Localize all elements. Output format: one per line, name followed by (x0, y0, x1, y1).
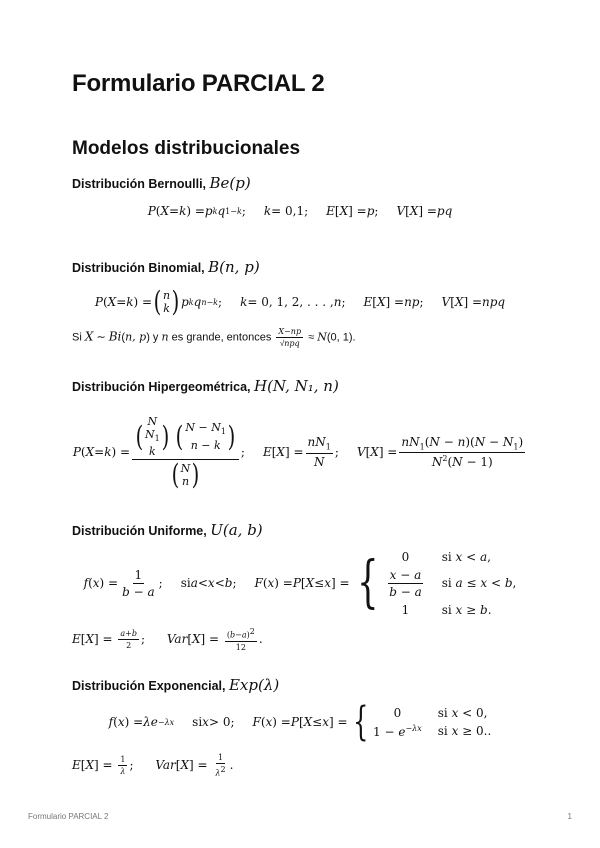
page-number: 1 (567, 812, 572, 821)
uniform-formula: f ( x ) = $\frac{1}{b - a}$ ; si a < x < b ; F ( x ) = P [ X ≤ x ] = { 0 si x < a, $\frac{x - a}{b - a}$ si a ≤ x < b, 1 si x ≥ b. (83, 549, 517, 617)
bernoulli-formula: P ( X = k ) = p k q 1−k ; k = 0,1; E [ X ] = p ; V [ X ] = pq (147, 204, 453, 218)
note-text: es grande, entonces (171, 331, 272, 344)
uniform-moments: E[X] = $\frac{a+b}{2}$ ; Var[X] = $\frac{(b-a)^2}{12}$ . (72, 627, 263, 652)
exponential-heading (72, 676, 279, 694)
exponential-moments: E[X] = $\frac{1}{\lambda}$ ; Var[X] = $\frac{1}{\lambda^2}$ . (72, 753, 234, 778)
section-title: Modelos distribucionales (72, 138, 301, 159)
footer-title: Formulario PARCIAL 2 (28, 812, 109, 821)
binomial-formula: P ( X = k ) = ( n k ) p k q n−k ; k = 0, 1, 2, . . . , n ; E [ X ] = np ; V [ X ] = npq (94, 285, 506, 318)
binomial-heading (72, 258, 260, 276)
bernoulli-notation: Be(p) (209, 174, 251, 192)
binomial-approximation-note: Si X ∼ Bi(n, p) y n es grande, entonces $\frac{X-np}{\text{√npq}}$ ≈ N(0, 1). (72, 327, 356, 348)
hyper-heading-text: Distribución Hipergeométrica, (72, 380, 251, 394)
uniform-notation: U(a, b) (210, 521, 263, 539)
uniform-heading-text: Distribución Uniforme, (72, 524, 207, 538)
exponential-heading-text: Distribución Exponencial, (72, 679, 226, 693)
binomial-notation: B(n, p) (208, 258, 260, 276)
note-prefix: Si (72, 331, 82, 344)
hyper-formula: P ( X = k ) = ( N $N_1$ k ) ( $N - N_1$ n − k ) ( N n ) ; E [ X ] = $\frac{nN_1}{N}$ ; V [ X ] = $\frac{nN_1(N - n)(N - N_1)}{N^2(N - 1)}$ (72, 414, 524, 492)
bernoulli-heading-text: Distribución Bernoulli, (72, 177, 207, 191)
binomial-heading-text: Distribución Binomial, (72, 261, 205, 275)
hyper-notation: H(N, N₁, n) (254, 377, 339, 395)
exponential-notation: Exp(λ) (228, 676, 280, 694)
note-mid: y (152, 331, 159, 344)
page-title: Formulario PARCIAL 2 (72, 70, 325, 97)
bernoulli-heading (72, 174, 251, 192)
exponential-formula: f ( x ) = λe −λx si x > 0; F ( x ) = P [ X ≤ x ] = { 0 si x < 0, $1 - e^{-\lambda x}$ si x ≥ 0.. (108, 699, 492, 745)
uniform-heading (72, 521, 263, 539)
hyper-heading (72, 377, 339, 395)
